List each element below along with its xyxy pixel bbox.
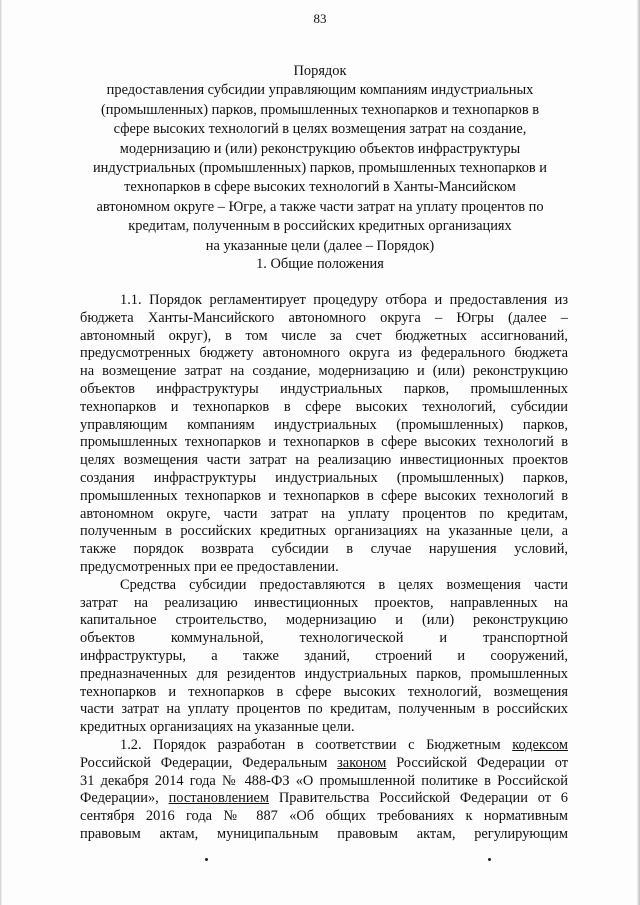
text-line: затрат на реализацию инвестиционных проектов, направленных на (80, 594, 568, 611)
paragraph-1-1 (80, 292, 568, 577)
text-line: автономный округ), в том числе за счет бюджетных ассигнований, (80, 327, 568, 344)
text-line: создания инфраструктуры индустриальных (промышленных) парков, (80, 469, 568, 486)
text-line: Средства субсидии предоставляются в целях возмещения части (120, 576, 568, 593)
text-line: автономном округе, части затрат на уплату процентов по кредитам, (80, 505, 568, 522)
text-line: 1.1. Порядок регламентирует процедуру отбора и предоставления из (120, 292, 568, 308)
text-line: части затрат на уплату процентов по кредитам, полученным в российских (80, 701, 568, 718)
title-line: сфере высоких технологий в целях возмещения затрат на создание, (113, 121, 527, 138)
section-heading: 1. Общие положения (256, 256, 384, 272)
text-line: предусмотренных бюджету автономного округа из федерального бюджета (80, 345, 568, 362)
title-line: индустриальных (промышленных) парков, промышленных технопарков и (92, 160, 548, 177)
text-line: технопарков и технопарков в сфере высоких технологий, субсидии (80, 398, 568, 415)
text-line: бюджета Ханты-Мансийского автономного округа – Югры (далее – (80, 309, 568, 326)
scan-speck (205, 858, 208, 861)
text-line (80, 737, 568, 755)
text-fragment: Российской Федерации, Федеральным (80, 754, 338, 771)
scan-speck (488, 858, 491, 861)
page-number: 83 (313, 11, 327, 26)
text-line: на возмещение затрат на создание, модернизацию и (или) реконструкцию (80, 363, 568, 380)
text-line: промышленных технопарков и технопарков в сфере высоких технологий в (80, 434, 568, 451)
text-line: предназначенных для резидентов индустриальных парков, промышленных (80, 665, 568, 682)
text-line: целях возмещения части затрат на реализацию инвестиционных проектов (80, 452, 568, 469)
document-title (60, 62, 580, 256)
scan-edge-left (0, 0, 2, 905)
text-fragment: 1.2. Порядок разработан в соответствии с Бюджетным (120, 736, 513, 753)
text-line: технопарков и технопарков в сфере высоких технологий, возмещения (80, 683, 568, 700)
text-line: 31 декабря 2014 года № 488-ФЗ «О промышленной политике в Российской (80, 772, 568, 789)
title-line: модернизацию и (или) реконструкцию объектов инфраструктуры (119, 140, 521, 157)
text-line (80, 790, 568, 808)
text-line: полученным в российских кредитных организациях на указанные цели, а (80, 523, 568, 540)
link-postanovlenie[interactable]: постановлением (168, 790, 270, 807)
text-line: сентября 2016 года № 887 «Об общих требованиях к нормативным (80, 808, 568, 825)
link-kodeks[interactable]: кодексом (512, 736, 568, 753)
title-line: кредитам, полученным в российских кредитных организациях (128, 218, 512, 235)
paragraph-1-2 (80, 737, 568, 844)
text-line: инфраструктуры, а также зданий, строений и сооружений, (80, 647, 568, 664)
title-line: предоставления субсидии управляющим компаниям индустриальных (106, 82, 534, 99)
text-line (80, 755, 568, 773)
text-fragment: Российской Федерации от (386, 754, 568, 771)
paragraph-1-1-funds (80, 577, 568, 737)
title-line: (промышленных) парков, промышленных технопарков и технопарков в (100, 101, 540, 118)
text-line: объектов коммунальной, технологической и транспортной (80, 630, 568, 647)
text-line: также порядок возврата субсидии в случае нарушения условий, (80, 541, 568, 558)
title-line: технопарков в сфере высоких технологий в Ханты-Мансийском (124, 179, 516, 196)
text-line: кредитных организациях на указанные цели. (80, 719, 355, 736)
text-line: управляющим компаниям индустриальных (промышленных) парков, (80, 416, 568, 433)
text-fragment: Правительства Российской Федерации от 6 (269, 790, 568, 807)
text-line: объектов инфраструктуры индустриальных парков, промышленных (80, 380, 568, 397)
text-line: предусмотренных при ее предоставлении. (80, 558, 339, 575)
title-line: автономном округе – Югре, а также части затрат на уплату процентов по (96, 198, 544, 215)
body-text (80, 292, 568, 844)
title-line: на указанные цели (далее – Порядок) (205, 237, 435, 254)
text-line: правовым актам, муниципальным правовым актам, регулирующим (80, 825, 568, 842)
text-fragment: Федерации», (80, 790, 169, 807)
title-line: Порядок (293, 63, 347, 79)
link-zakon[interactable]: законом (337, 754, 387, 771)
text-line: промышленных технопарков и технопарков в сфере высоких технологий в (80, 487, 568, 504)
text-line: капитальное строительство, модернизацию и (или) реконструкцию (80, 612, 568, 629)
